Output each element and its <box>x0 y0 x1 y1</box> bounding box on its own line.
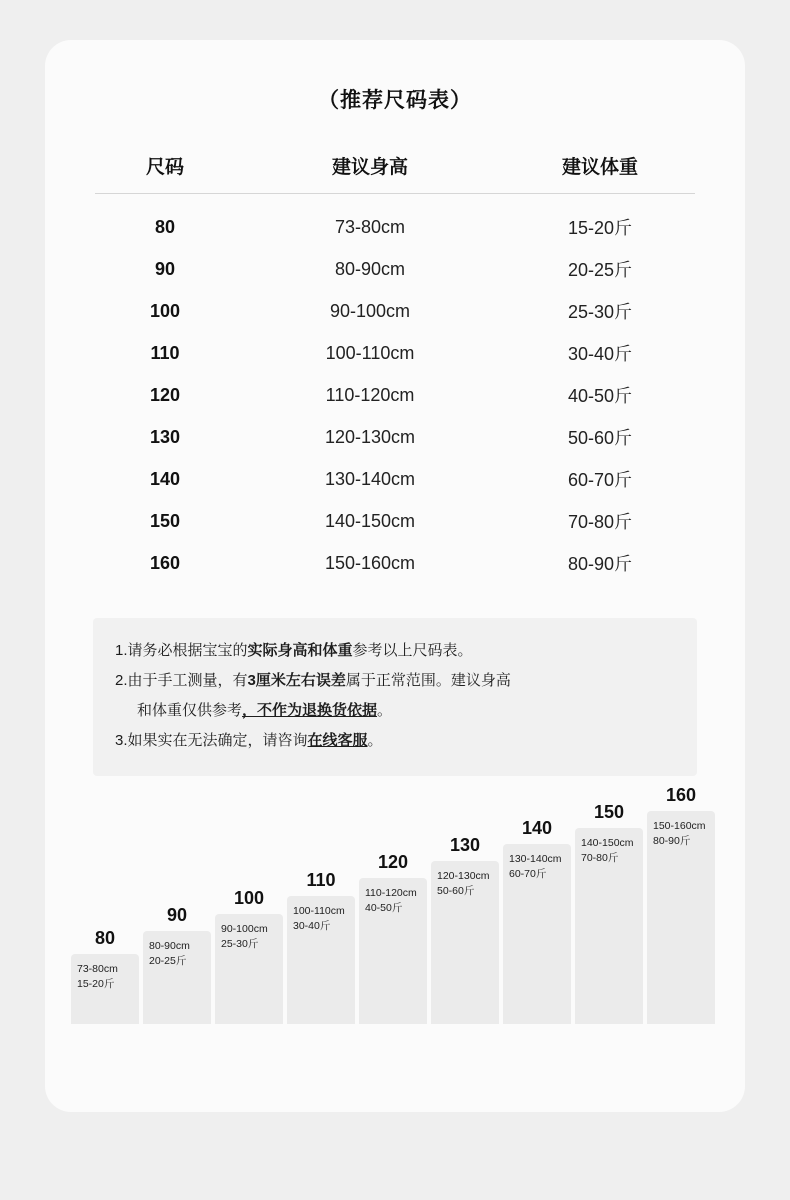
column-header-weight: 建议体重 <box>561 157 638 178</box>
note-3-emphasis: 在线客服 <box>307 732 368 749</box>
cell-size: 120 <box>149 384 181 405</box>
note-2b-emphasis: ，不作为退换货依据 <box>242 702 378 719</box>
cell-size: 90 <box>154 258 176 279</box>
cell-size: 110 <box>150 342 180 363</box>
table-row <box>95 416 695 458</box>
table-row <box>95 500 695 542</box>
size-chart-card <box>45 40 745 1112</box>
cell-weight: 50-60斤 <box>567 428 633 448</box>
size-bar-chart <box>45 785 745 1024</box>
size-table <box>95 152 695 584</box>
chart-bar-weight: 70-80斤 <box>581 852 619 864</box>
cell-weight: 15-20斤 <box>567 218 633 238</box>
cell-size: 80 <box>154 216 176 237</box>
note-2-part-a: 2.由于手工测量，有 <box>115 672 248 689</box>
chart-bar-weight: 80-90斤 <box>653 835 691 847</box>
chart-bar-height: 130-140cm <box>509 853 562 865</box>
chart-bar-weight: 50-60斤 <box>437 885 475 897</box>
chart-bar-height: 120-130cm <box>437 870 490 882</box>
note-1-part-c: 参考以上尺码表。 <box>352 642 473 659</box>
chart-bar-size-label: 80 <box>94 928 116 948</box>
cell-weight: 25-30斤 <box>567 302 633 322</box>
table-row <box>95 332 695 374</box>
note-1-part-a: 1.请务必根据宝宝的 <box>115 642 248 659</box>
note-2-continued <box>115 696 675 726</box>
cell-height: 80-90cm <box>334 258 406 279</box>
page-title: （推荐尺码表） <box>318 89 472 112</box>
cell-weight: 70-80斤 <box>567 512 633 532</box>
chart-bar-size-label: 160 <box>665 785 697 805</box>
chart-bar <box>503 818 571 1024</box>
chart-bar <box>71 928 139 1024</box>
chart-bar-height: 140-150cm <box>581 837 634 849</box>
table-row <box>95 542 695 584</box>
chart-bar-height: 80-90cm <box>149 940 190 952</box>
chart-bar-weight: 40-50斤 <box>365 902 403 914</box>
chart-bar <box>575 802 643 1024</box>
notes-panel <box>93 618 697 776</box>
cell-height: 73-80cm <box>334 216 406 237</box>
chart-bar-weight: 30-40斤 <box>293 920 331 932</box>
cell-weight: 60-70斤 <box>567 470 633 490</box>
chart-bar <box>143 905 211 1024</box>
chart-bar-size-label: 110 <box>306 870 336 890</box>
cell-size: 130 <box>149 426 181 447</box>
cell-size: 140 <box>149 468 181 489</box>
table-body <box>95 206 695 584</box>
note-2b-part-c: 。 <box>377 702 393 719</box>
column-header-size: 尺码 <box>145 157 184 178</box>
chart-bar-size-label: 150 <box>593 802 625 822</box>
chart-bar <box>359 852 427 1024</box>
chart-bar <box>431 835 499 1024</box>
table-row <box>95 458 695 500</box>
cell-weight: 40-50斤 <box>567 386 633 406</box>
note-1-emphasis: 实际身高和体重 <box>247 642 353 659</box>
cell-height: 120-130cm <box>324 426 416 447</box>
chart-bar-height: 100-110cm <box>293 905 345 917</box>
chart-bar-weight: 60-70斤 <box>509 868 547 880</box>
chart-bar-size-label: 140 <box>521 818 553 838</box>
chart-bar-size-label: 90 <box>166 905 188 925</box>
note-1 <box>115 636 675 666</box>
chart-bar <box>287 870 355 1024</box>
cell-size: 100 <box>149 300 181 321</box>
cell-size: 150 <box>149 510 181 531</box>
chart-bar-weight: 25-30斤 <box>221 938 259 950</box>
cell-weight: 20-25斤 <box>567 260 633 280</box>
cell-height: 100-110cm <box>325 342 415 363</box>
chart-bar-weight: 15-20斤 <box>77 978 115 990</box>
note-2-emphasis: 3厘米左右误差 <box>247 672 346 689</box>
chart-bar-weight: 20-25斤 <box>149 955 187 967</box>
cell-height: 150-160cm <box>324 552 416 573</box>
cell-height: 90-100cm <box>329 300 411 321</box>
chart-bar-height: 90-100cm <box>221 923 268 935</box>
note-2 <box>115 666 675 696</box>
table-row <box>95 374 695 416</box>
cell-weight: 80-90斤 <box>567 554 633 574</box>
table-row <box>95 206 695 248</box>
note-2b-part-a: 和体重仅供参考 <box>137 702 243 719</box>
table-row <box>95 248 695 290</box>
cell-height: 110-120cm <box>325 384 415 405</box>
table-row <box>95 290 695 332</box>
table-header-row <box>95 152 695 194</box>
chart-bar <box>215 888 283 1024</box>
note-3 <box>115 726 675 756</box>
chart-bar-size-label: 120 <box>377 852 409 872</box>
cell-height: 140-150cm <box>324 510 416 531</box>
cell-weight: 30-40斤 <box>567 344 633 364</box>
cell-size: 160 <box>149 552 181 573</box>
note-2-part-c: 属于正常范围。建议身高 <box>345 672 511 689</box>
chart-bar-height: 150-160cm <box>653 820 706 832</box>
column-header-height: 建议身高 <box>331 157 408 178</box>
chart-bar-height: 110-120cm <box>365 887 417 899</box>
note-3-part-a: 3.如果实在无法确定，请咨询 <box>115 732 308 749</box>
cell-height: 130-140cm <box>324 468 416 489</box>
note-3-part-c: 。 <box>367 732 383 749</box>
chart-bar-height: 73-80cm <box>77 963 118 975</box>
chart-bar-size-label: 100 <box>233 888 265 908</box>
chart-bar <box>647 785 715 1024</box>
chart-bar-size-label: 130 <box>449 835 481 855</box>
